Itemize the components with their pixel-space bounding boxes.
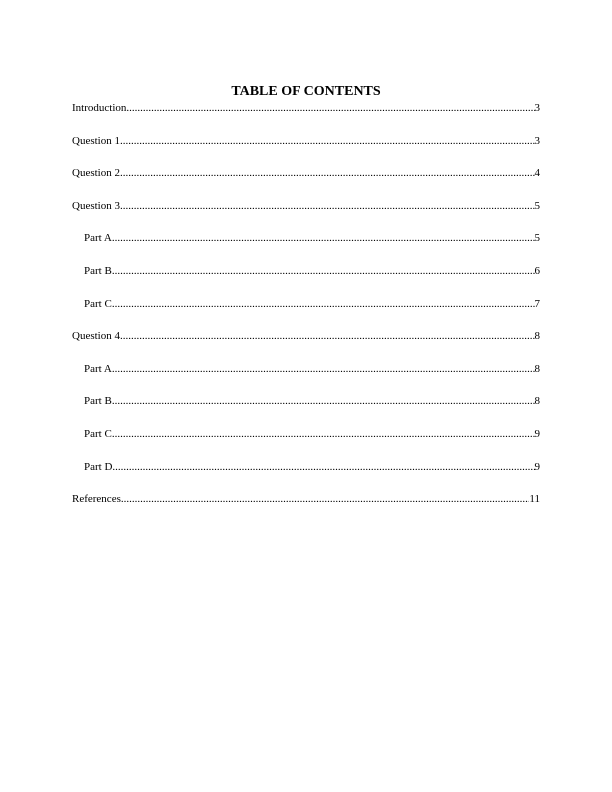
toc-entry-page: 5 [534,232,540,245]
toc-entry-label: Question 1 [72,134,120,147]
dot-leader [120,329,535,343]
toc-entry-label: Question 4 [72,330,120,343]
toc-entry-question-3[interactable] [72,199,540,232]
dot-leader [120,199,535,213]
toc-list [72,101,540,525]
toc-entry-question-4-part-b[interactable] [72,394,540,427]
toc-entry-label: Introduction [72,102,127,114]
dot-leader [112,460,534,474]
dot-leader [121,492,530,506]
toc-entry-introduction[interactable] [72,101,540,134]
toc-entry-label: Part A [84,232,112,245]
toc-entry-page: 8 [534,330,540,343]
toc-entry-page: 6 [534,264,540,277]
toc-entry-question-4-part-c[interactable] [72,427,540,460]
dot-leader [120,166,535,180]
toc-entry-page: 8 [534,395,540,408]
toc-entry-page: 9 [534,460,540,473]
toc-entry-question-4-part-d[interactable] [72,460,540,493]
toc-entry-question-4-part-a[interactable] [72,362,540,395]
dot-leader [126,101,534,115]
dot-leader [112,427,535,441]
dot-leader [112,231,535,245]
toc-entry-page: 4 [534,167,540,180]
dot-leader [112,264,535,278]
toc-entry-label: References [72,493,121,506]
toc-entry-label: Question 3 [72,199,120,212]
toc-entry-label: Part C [84,297,112,310]
toc-entry-page: 5 [534,199,540,212]
toc-entry-label: Part B [84,264,112,277]
toc-entry-label: Part D [84,460,113,473]
toc-entry-label: Part B [84,395,112,408]
toc-entry-question-1[interactable] [72,134,540,167]
toc-entry-page: 7 [534,297,540,310]
toc-entry-page: 8 [534,362,540,375]
toc-entry-question-4[interactable] [72,329,540,362]
toc-entry-page: 3 [534,134,540,147]
toc-entry-question-3-part-c[interactable] [72,297,540,330]
toc-entry-page: 3 [534,102,540,114]
dot-leader [112,394,535,408]
dot-leader [112,297,535,311]
toc-entry-question-3-part-a[interactable] [72,231,540,264]
toc-entry-label: Part C [84,427,112,440]
toc-entry-page: 9 [534,427,540,440]
toc-entry-question-3-part-b[interactable] [72,264,540,297]
toc-entry-page: 11 [529,493,540,506]
toc-title: TABLE OF CONTENTS [231,84,381,99]
toc-entry-question-2[interactable] [72,166,540,199]
dot-leader [112,362,535,376]
toc-entry-label: Part A [84,362,112,375]
toc-entry-label: Question 2 [72,167,120,180]
dot-leader [120,134,535,148]
toc-entry-references[interactable] [72,492,540,525]
